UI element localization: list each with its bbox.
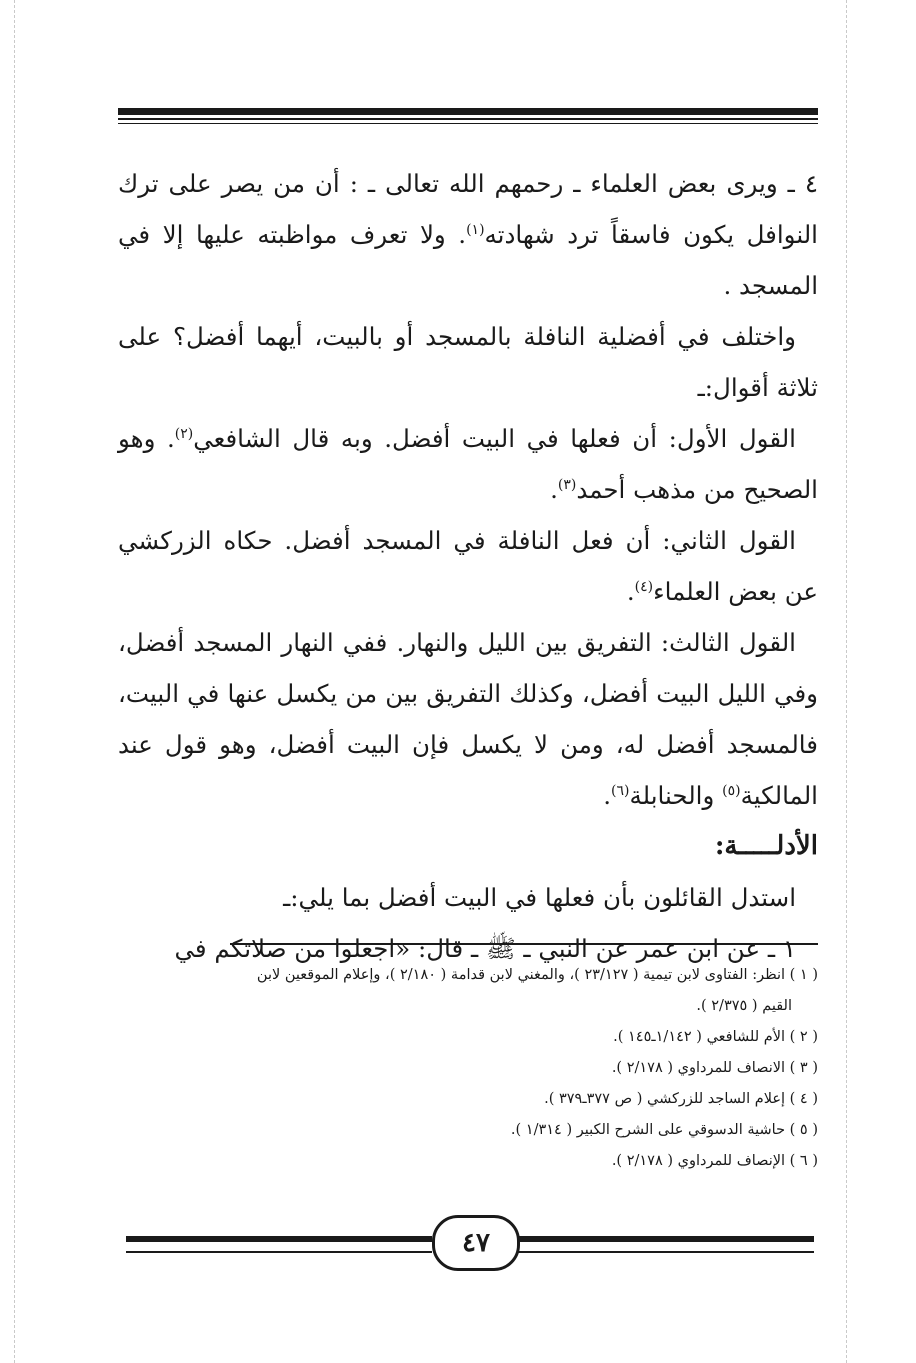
paragraph-4 <box>118 158 818 311</box>
footnote-2: ( ٢ ) الأم للشافعي ( ١/١٤٢ـ١٤٥ ). <box>613 1029 818 1045</box>
footer-rule-right <box>514 1236 814 1253</box>
footer-rule-left <box>126 1236 432 1253</box>
paragraph-text: ١ ـ عن ابن عمر عن النبي ـ ﷺ ـ قال: «اجعلوا من صلاتكم في <box>174 934 796 963</box>
footnote-ref: (١) <box>466 221 485 238</box>
footnote-1: ( ١ ) انظر: الفتاوى لابن تيمية ( ٢٣/١٢٧ )، والمغني لابن قدامة ( ٢/١٨٠ )، وإعلام الموقعين لابن <box>256 967 818 983</box>
footnote-6: ( ٦ ) الإنصاف للمرداوي ( ٢/١٧٨ ). <box>611 1153 818 1169</box>
paragraph-text: القول الثالث: التفريق بين الليل والنهار. ففي النهار المسجد أفضل، وفي الليل البيت أفضل، وكذلك التفريق بين من يكسل عنها في البيت، فالمسجد أفضل له، ومن لا يكسل فإن البيت أفضل، وهو قول عند المالكية <box>118 628 818 810</box>
paragraph-first-opinion <box>118 413 818 515</box>
paragraph-intro-differences <box>118 311 818 413</box>
paragraph-third-opinion <box>118 617 818 821</box>
paragraph-text: . <box>603 781 611 810</box>
paragraph-text: . <box>626 577 635 606</box>
section-heading-evidence: الأدلـــــة: <box>714 831 818 861</box>
main-text <box>118 158 818 974</box>
footnote-4: ( ٤ ) إعلام الساجد للزركشي ( ص ٣٧٧ـ٣٧٩ ). <box>544 1091 818 1107</box>
footnote-1-continued: القيم ( ٢/٣٧٥ ). <box>696 998 792 1014</box>
footnotes <box>118 960 818 1177</box>
right-margin-guide <box>846 0 847 1363</box>
footnote-separator <box>230 943 818 945</box>
footnote-ref: (٢) <box>174 425 194 442</box>
paragraph-text: ٤ ـ ويرى بعض العلماء ـ رحمهم الله تعالى ـ : أن من يصر على ترك النوافل يكون فاسقاً ترد شهادته <box>118 169 818 249</box>
footnote-ref: (٣) <box>557 476 577 493</box>
page-number: ٤٧ <box>432 1215 520 1271</box>
paragraph-text: استدل القائلون بأن فعلها في البيت أفضل بما يلي:ـ <box>283 883 796 912</box>
footnote-ref: (٥) <box>722 782 741 799</box>
left-margin-guide <box>14 0 15 1363</box>
paragraph-second-opinion <box>118 515 818 617</box>
footnote-3: ( ٣ ) الانصاف للمرداوي ( ٢/١٧٨ ). <box>611 1060 818 1076</box>
paragraph-text: واختلف في أفضلية النافلة بالمسجد أو بالبيت، أيهما أفضل؟ على ثلاثة أقوال:ـ <box>118 322 818 402</box>
header-rule <box>118 108 818 124</box>
paragraph-text: . <box>550 475 558 504</box>
footnote-ref: (٤) <box>634 578 654 595</box>
footnote-5: ( ٥ ) حاشية الدسوقي على الشرح الكبير ( ١/٣١٤ ). <box>510 1122 818 1138</box>
paragraph-text: . وهو الصحيح من مذهب أحمد <box>118 424 818 504</box>
paragraph-text: . ولا تعرف مواظبته عليها إلا في المسجد . <box>118 220 818 300</box>
paragraph-text: والحنابلة <box>629 781 723 810</box>
footnote-ref: (٦) <box>610 782 630 799</box>
paragraph-evidence-intro <box>118 872 818 923</box>
paragraph-text: القول الأول: أن فعلها في البيت أفضل. وبه قال الشافعي <box>193 424 796 453</box>
paragraph-text: القول الثاني: أن فعل النافلة في المسجد أفضل. حكاه الزركشي عن بعض العلماء <box>118 526 818 606</box>
